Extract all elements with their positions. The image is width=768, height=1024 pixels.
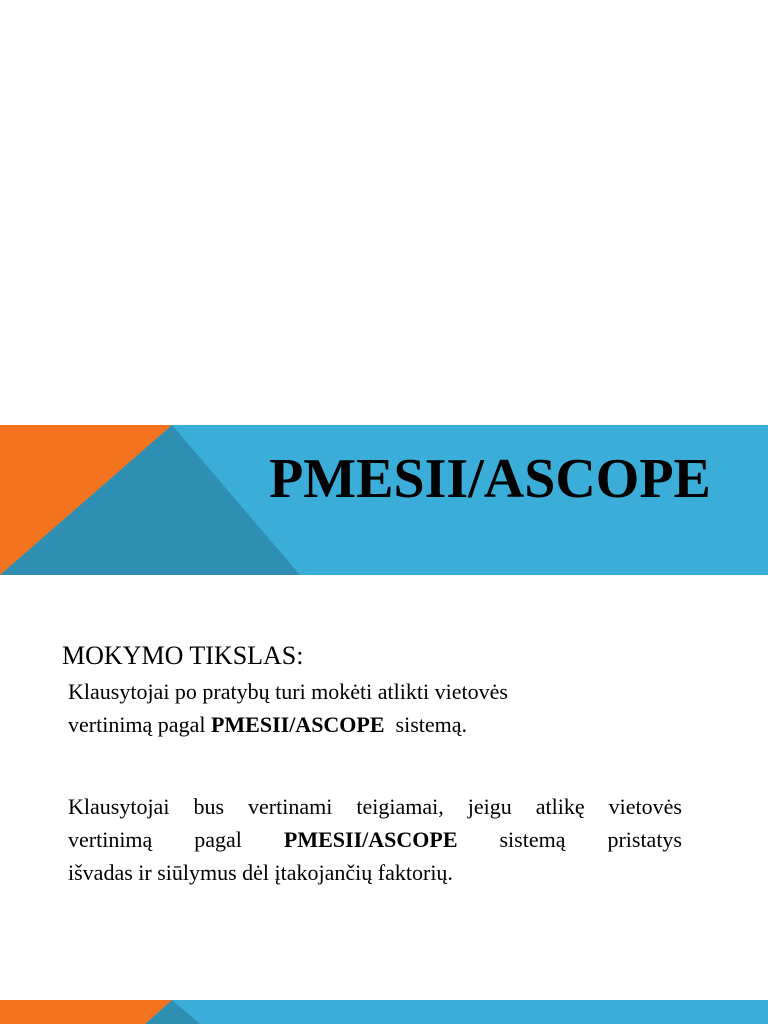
evaluation-line-3: išvadas ir siūlymus dėl įtakojančių faktorių. xyxy=(68,860,453,885)
bottom-orange-shape xyxy=(0,1000,172,1024)
slide-title: PMESII/ASCOPE xyxy=(269,448,711,510)
evaluation-line-2-pre: vertinimą pagal xyxy=(68,827,284,852)
objective-paragraph xyxy=(68,675,568,741)
evaluation-line-2 xyxy=(68,823,682,856)
evaluation-line-1: Klausytojai bus vertinami teigiamai, jeigu atlikę vietovės xyxy=(68,794,682,819)
objective-line-2-post: sistemą. xyxy=(384,712,468,737)
section-heading: MOKYMO TIKSLAS: xyxy=(62,641,304,670)
objective-line-2 xyxy=(68,708,568,741)
evaluation-line-2-post: sistemą pristatys xyxy=(457,827,682,852)
bottom-strip-decoration xyxy=(0,1000,768,1024)
objective-line-1: Klausytojai po pratybų turi mokėti atlikti vietovės xyxy=(68,679,508,704)
evaluation-paragraph xyxy=(68,790,682,889)
bottom-strip xyxy=(0,1000,768,1024)
objective-line-2-pre: vertinimą pagal xyxy=(68,712,211,737)
evaluation-line-2-bold: PMESII/ASCOPE xyxy=(283,827,458,852)
objective-line-2-bold: PMESII/ASCOPE xyxy=(210,712,385,737)
title-band xyxy=(0,425,768,575)
